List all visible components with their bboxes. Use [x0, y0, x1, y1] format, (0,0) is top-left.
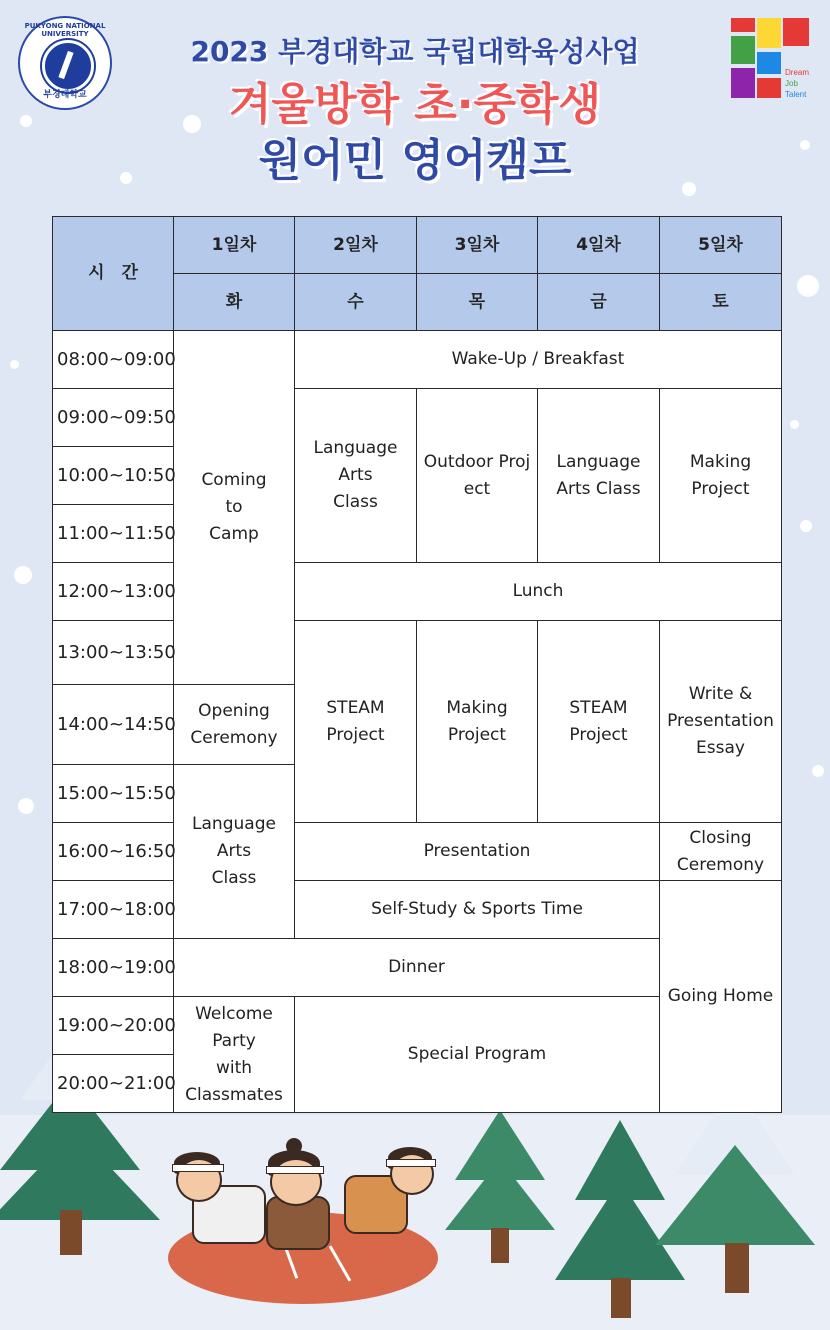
day-header-3: 3일차 [417, 217, 538, 274]
tree-trunk [491, 1228, 509, 1263]
activity-language-arts-day2 [295, 389, 417, 563]
university-name-ko: 부경대학교 [43, 90, 87, 100]
tree-layer-icon [0, 1130, 160, 1220]
activity-line: Project [447, 724, 507, 745]
logo-word-dream: Dream [785, 68, 810, 77]
schedule-table [52, 216, 782, 1113]
activity-line: Closing [689, 827, 752, 848]
time-slot: 08:00~09:00 [53, 331, 174, 389]
activity-self-study-sports: Self-Study & Sports Time [295, 881, 660, 939]
weekday-header-5: 토 [660, 274, 782, 331]
activity-line: Making [446, 697, 508, 718]
activity-line: Making [689, 451, 752, 472]
activity-making-project-day5 [660, 389, 782, 563]
snowflake [812, 765, 824, 777]
time-slot: 10:00~10:50 [53, 447, 174, 505]
activity-opening-ceremony [174, 685, 295, 765]
activity-line: Language [556, 451, 641, 472]
activity-line: Project [569, 724, 628, 745]
activity-line: Write & [688, 684, 753, 704]
activity-special-program: Special Program [295, 997, 660, 1113]
activity-presentation: Presentation [295, 823, 660, 881]
snowflake [797, 275, 819, 297]
activity-line: Party [212, 1030, 256, 1051]
snowflake [14, 566, 32, 584]
activity-making-project-day3 [417, 621, 538, 823]
activity-welcome-party [174, 997, 295, 1113]
activity-line: Class [333, 492, 378, 512]
time-slot: 13:00~13:50 [53, 621, 174, 685]
activity-wakeup-breakfast: Wake-Up / Breakfast [295, 331, 782, 389]
tree-trunk [60, 1210, 82, 1255]
activity-line: Arts [338, 465, 373, 485]
kid-hair-bun [286, 1138, 302, 1154]
activity-line: Arts Class [556, 478, 641, 499]
time-slot: 16:00~16:50 [53, 823, 174, 881]
snowflake [790, 420, 799, 429]
activity-dinner: Dinner [174, 939, 660, 997]
time-slot: 17:00~18:00 [53, 881, 174, 939]
activity-line: Outdoor Proj [423, 451, 531, 472]
logo-word-job: Job [785, 79, 798, 88]
activity-language-arts-day1 [174, 765, 295, 939]
activity-language-arts-day4 [538, 389, 660, 563]
snowflake [18, 798, 34, 814]
headband [172, 1164, 224, 1172]
program-title: 2023 부경대학교 국립대학육성사업 [190, 35, 640, 68]
day-header-4: 4일차 [538, 217, 660, 274]
activity-line: Ceremony [190, 727, 278, 748]
tree-trunk [725, 1243, 749, 1293]
activity-line: with [215, 1057, 253, 1078]
time-slot: 19:00~20:00 [53, 997, 174, 1055]
camp-title: 원어민 영어캠프 [258, 135, 572, 186]
time-slot: 20:00~21:00 [53, 1055, 174, 1113]
time-slot: 11:00~11:50 [53, 505, 174, 563]
activity-line: Class [211, 868, 257, 888]
activity-closing-ceremony [660, 823, 782, 881]
activity-steam-day4 [538, 621, 660, 823]
time-slot: 15:00~15:50 [53, 765, 174, 823]
activity-line: Camp [209, 524, 259, 544]
activity-line: ect [463, 478, 491, 499]
activity-write-presentation-essay [660, 621, 782, 823]
day-header-1: 1일차 [174, 217, 295, 274]
headband [266, 1166, 324, 1174]
activity-line: Presentation [667, 711, 774, 731]
logo-word-talent: Talent [785, 90, 807, 99]
tree-trunk [611, 1278, 631, 1318]
weekday-header-1: 화 [174, 274, 295, 331]
activity-line: Project [326, 724, 385, 745]
activity-line: Welcome [195, 1003, 273, 1024]
time-slot: 12:00~13:00 [53, 563, 174, 621]
weekday-header-4: 금 [538, 274, 660, 331]
activity-line: Classmates [185, 1084, 283, 1105]
time-slot: 14:00~14:50 [53, 685, 174, 765]
activity-line: Arts [216, 841, 252, 861]
activity-steam-day2 [295, 621, 417, 823]
activity-line: Coming [201, 470, 267, 490]
tree-layer-icon [445, 1160, 555, 1230]
weekday-header-2: 수 [295, 274, 417, 331]
activity-line: Language [313, 438, 398, 458]
day-header-2: 2일차 [295, 217, 417, 274]
activity-line: Project [691, 478, 750, 499]
activity-lunch: Lunch [295, 563, 782, 621]
time-slot: 18:00~19:00 [53, 939, 174, 997]
snowflake [800, 520, 812, 532]
activity-line: Essay [696, 738, 745, 758]
weekday-header-3: 목 [417, 274, 538, 331]
activity-outdoor-project [417, 389, 538, 563]
activity-line: Opening [198, 700, 270, 721]
camp-subtitle: 겨울방학 초·중학생 [228, 79, 602, 130]
activity-line: to [225, 497, 243, 517]
activity-line: STEAM [569, 697, 628, 718]
activity-line: STEAM [326, 697, 385, 718]
time-slot: 09:00~09:50 [53, 389, 174, 447]
snowflake [10, 360, 19, 369]
tree-layer-icon [655, 1145, 815, 1245]
activity-going-home: Going Home [660, 881, 782, 1113]
activity-coming-to-camp [174, 331, 295, 685]
day-header-5: 5일차 [660, 217, 782, 274]
schedule-table-wrap [52, 216, 781, 1116]
headband [386, 1159, 436, 1167]
university-name-en: PUKYONG NATIONAL UNIVERSITY [24, 22, 106, 38]
activity-line: Language [192, 814, 276, 834]
activity-line: Ceremony [676, 854, 765, 875]
time-header: 시 간 [53, 217, 174, 331]
